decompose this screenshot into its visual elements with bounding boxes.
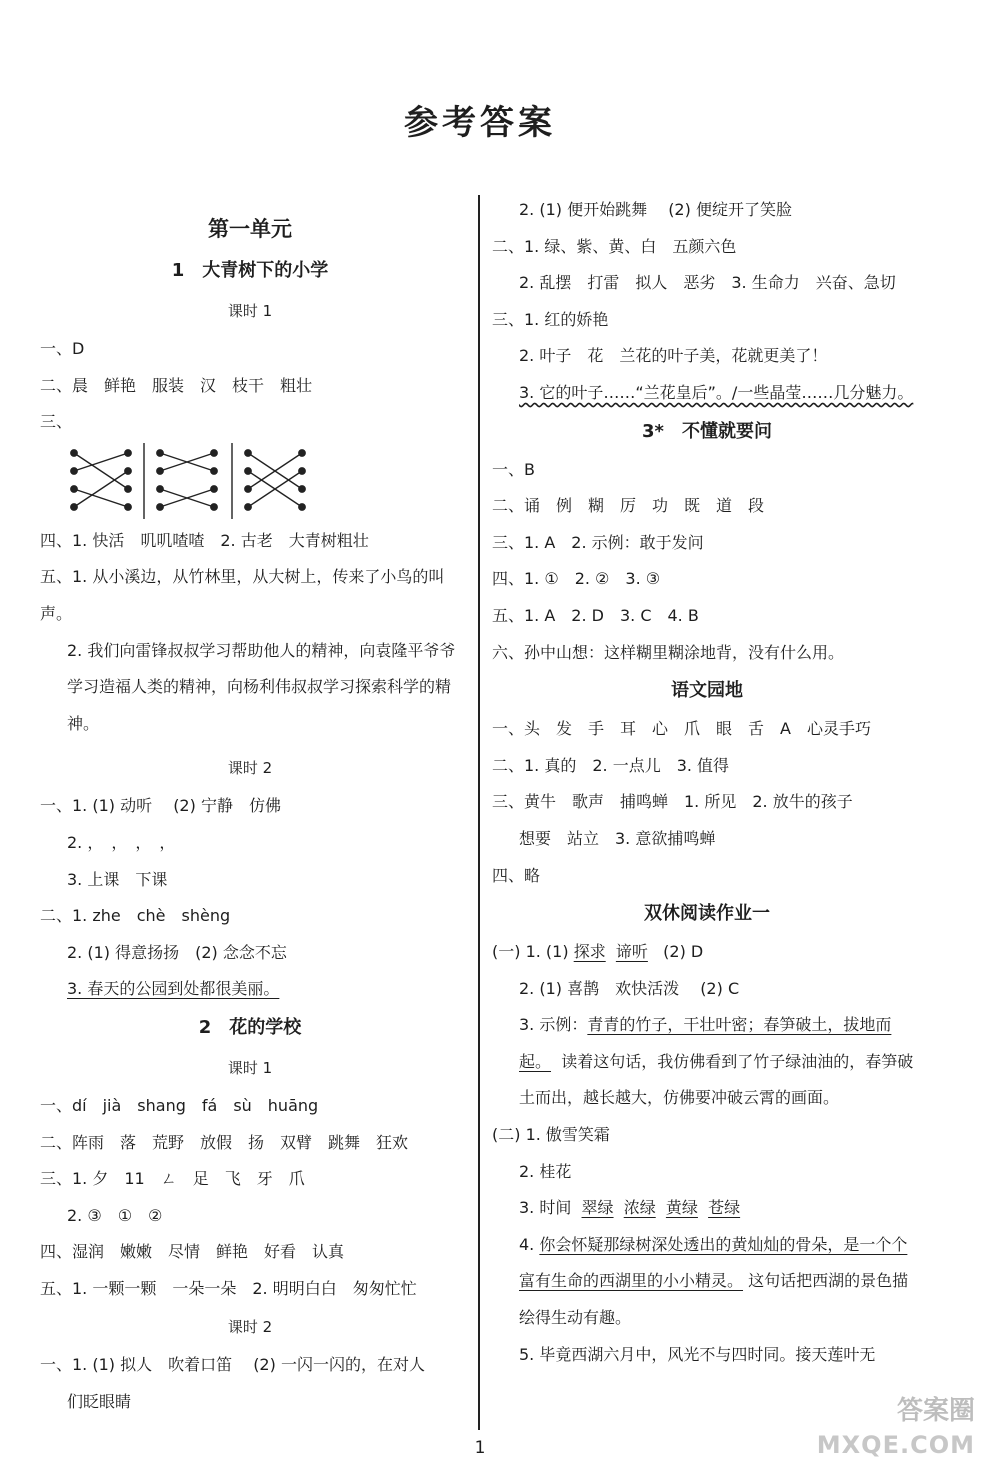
underlined-sentence: 青青的竹子，干壮叶密；春笋破土，拔地而起。 [519, 1015, 892, 1071]
answer-line: 三、1. 红的娇艳 [492, 309, 609, 329]
answer-line: 三、 [40, 412, 73, 432]
right-column [492, 192, 922, 1373]
answer-line: 四、1. ① 2. ② 3. ③ [492, 569, 661, 589]
answer-line: 四、略 [492, 865, 541, 885]
underlined-word: 翠绿 [581, 1198, 614, 1218]
answer-line: 2. 桂花 [519, 1161, 572, 1181]
answer-label: (一) 1. (1) [492, 942, 569, 962]
answer-line: 一、1. (1) 拟人 吹着口笛 (2) 一闪一闪的，在对人 [40, 1355, 425, 1375]
lesson-title-3: 3* 不懂就要问 [642, 420, 772, 442]
matching-diagram [40, 441, 460, 523]
period-title: 课时 2 [227, 759, 273, 778]
answer-label: 4. [519, 1234, 535, 1254]
answer-line: 一、B [492, 459, 535, 479]
answer-line: 2. (1) 喜鹊 欢快活泼 (2) C [519, 978, 740, 998]
answer-line: 六、孙中山想：这样糊里糊涂地背，没有什么用。 [492, 642, 845, 662]
answer-line: 四、1. 快活 叽叽喳喳 2. 古老 大青树粗壮 [40, 530, 369, 550]
period-title: 课时 1 [227, 302, 273, 320]
page-number: 1 [474, 1438, 486, 1458]
answer-line [492, 1007, 922, 1117]
answer-line: 2. 叶子 花 兰花的叶子美，花就更美了！ [519, 346, 828, 366]
answer-line: 2. 我们向雷锋叔叔学习帮助他人的精神，向袁隆平爷爷学习造福人类的精神，向杨利伟叔叔学习探索科学的精神。 [67, 640, 456, 733]
lesson-title-2: 2 花的学校 [198, 1016, 302, 1038]
watermark-logo: 答案圈 [896, 1396, 975, 1426]
answer-label: 3. 示例： [519, 1015, 588, 1035]
answer-text: 读着这句话，我仿佛看到了竹子绿油油的，春笋破土而出，越长越大，仿佛要冲破云霄的画面。 [519, 1051, 914, 1108]
answer-text: (2) D [663, 942, 704, 962]
answer-line: 三、1. 夕 11 ㄥ 足 飞 牙 爪 [40, 1169, 305, 1189]
underlined-word: 探求 [573, 942, 606, 962]
answer-label: 3. 时间 [519, 1198, 572, 1218]
answer-line: 一、头 发 手 耳 心 爪 眼 舌 A 心灵手巧 [492, 719, 871, 739]
answer-line: 5. 毕竟西湖六月中，风光不与四时同。接天莲叶无 [519, 1344, 876, 1364]
answer-line: 2. ③ ① ② [67, 1205, 163, 1225]
answer-line: 3. 春天的公园到处都很美丽。 [67, 979, 280, 999]
answer-line: 五、1. 从小溪边，从竹林里，从大树上，传来了小鸟的叫声。 [40, 567, 445, 623]
answer-line: 2. (1) 得意扬扬 (2) 念念不忘 [67, 942, 287, 962]
section-title-weekend-reading: 双休阅读作业一 [644, 903, 770, 925]
underlined-word: 黄绿 [665, 1198, 698, 1218]
answer-line: 3. 它的叶子……“兰花皇后”。/一些晶莹……几分魅力。 [519, 382, 914, 402]
answer-text: 这句话把西湖的景色描绘得生动有趣。 [519, 1271, 909, 1328]
answer-line: 二、阵雨 落 荒野 放假 扬 双臂 跳舞 狂欢 [40, 1132, 409, 1152]
answer-line: 四、湿润 嫩嫩 尽情 鲜艳 好看 认真 [40, 1242, 345, 1262]
period-title: 课时 1 [227, 1058, 273, 1077]
underlined-word: 谛听 [615, 942, 648, 962]
answer-line: 2. (1) 便开始跳舞 (2) 便绽开了笑脸 [519, 200, 792, 219]
underlined-sentence: 你会怀疑那绿树深处透出的黄灿灿的骨朵，是一个个富有生命的西湖里的小小精灵。 [519, 1234, 908, 1291]
answer-line: 三、黄牛 歌声 捕鸣蝉 1. 所见 2. 放牛的孩子 [492, 792, 853, 812]
answer-line: 三、1. A 2. 示例：敢于发问 [492, 532, 704, 552]
answer-line: 一、D [40, 339, 85, 358]
column-divider [478, 195, 480, 1430]
underlined-word: 浓绿 [623, 1198, 656, 1218]
answer-line: 一、dí jià shang fá sù huāng [40, 1095, 319, 1115]
page-title: 参考答案 [404, 103, 556, 143]
answer-line: 二、诵 例 糊 厉 功 既 道 段 [492, 496, 765, 516]
answer-line: 五、1. A 2. D 3. C 4. B [492, 605, 699, 625]
answer-line: 一、1. (1) 动听 (2) 宁静 仿佛 [40, 796, 281, 816]
section-title-garden: 语文园地 [671, 680, 743, 702]
answer-line: 2. ， ， ， ， [67, 832, 176, 852]
answer-line: 3. 上课 下课 [67, 869, 168, 889]
lesson-title-1: 1 大青树下的小学 [171, 260, 329, 281]
answer-line: 2. 乱摆 打雷 拟人 恶劣 3. 生命力 兴奋、急切 [519, 273, 896, 293]
underlined-word: 苍绿 [708, 1198, 741, 1218]
answer-line: 二、晨 鲜艳 服装 汉 枝干 粗壮 [40, 375, 313, 395]
answer-line: 想要 站立 3. 意欲捕鸣蝉 [519, 828, 716, 848]
answer-line [492, 934, 922, 971]
answer-line [492, 1227, 922, 1337]
answer-line [492, 1190, 922, 1227]
answer-line: 二、1. zhe chè shèng [40, 906, 231, 926]
left-column [40, 205, 460, 1421]
period-title: 课时 2 [227, 1318, 273, 1337]
unit-title: 第一单元 [208, 217, 292, 241]
watermark-text: MXQE.COM [816, 1431, 975, 1459]
answer-line: 们眨眼睛 [67, 1392, 132, 1412]
answer-line: 二、1. 绿、紫、黄、白 五颜六色 [492, 236, 737, 256]
matching-lines-graphic [60, 443, 320, 521]
answer-line: (二) 1. 傲雪笑霜 [492, 1125, 610, 1145]
answer-line: 二、1. 真的 2. 一点儿 3. 值得 [492, 755, 730, 775]
answer-line: 五、1. 一颗一颗 一朵一朵 2. 明明白白 匆匆忙忙 [40, 1278, 417, 1298]
